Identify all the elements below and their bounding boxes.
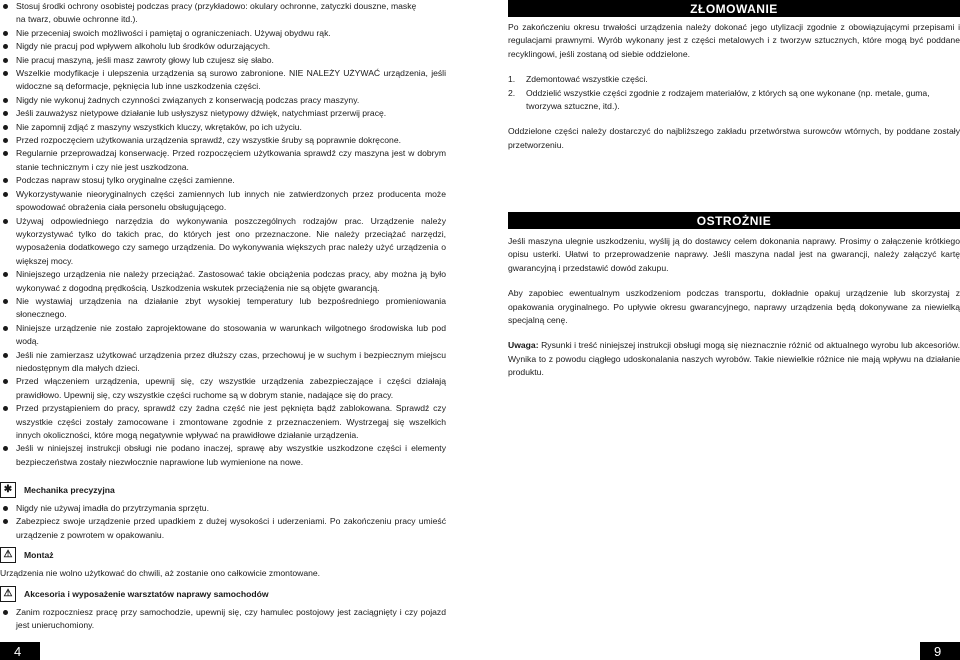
section-car-workshop — [0, 586, 446, 633]
zlomowanie-section — [508, 21, 960, 152]
workshop-list — [0, 606, 446, 633]
note-label: Uwaga: — [508, 340, 539, 351]
list-item: 2. Oddzielić wszystkie części zgodnie z rodzajem materiałów, z których są one wykonane (np. metale, guma, tworzywa sztuczne, itd.). — [508, 87, 930, 112]
list-item: Jeśli w niniejszej instrukcji obsługi nie podano inaczej, sprawę aby wszystkie uszkodzone części i elementy bezpieczeństwa zostały niezwłocznie naprawione lub wymienione na nowe. — [0, 442, 446, 469]
list-item: Nigdy nie pracuj pod wpływem alkoholu lub środków odurzających. — [0, 40, 446, 53]
ostroznie-p1: Jeśli maszyna ulegnie uszkodzeniu, wyślij ją do dostawcy celem dokonania naprawy. Prosimy o załączenie krótkiego opisu usterki. Ułatwi to przeprowadzenie naprawy. Jeśli maszyna nadal jest na gwarancji, należy załączyć kartę gwarancyjną i przedstawić dowód zakupu. — [508, 236, 960, 273]
section-text: Urządzenia nie wolno użytkować do chwili, aż zostanie ono całkowicie zmontowane. — [0, 568, 321, 578]
zlomowanie-intro: Po zakończeniu okresu trwałości urządzenia należy dokonać jego utylizacji zgodnie z obowiązującymi przepisami i regulacjami prawnymi. Wyrób wykonany jest z części metalowych i z tworzyw sztucznych, które mogą być poddane recyklingowi, jeśli zostaną od siebie oddzielone. — [508, 22, 960, 59]
list-item: Przed włączeniem urządzenia, upewnij się, czy wszystkie urządzenia zabezpieczające i części działają prawidłowo. Upewnij się, czy wszystkie części ruchome są w dobrym stanie, nadające się do pracy. — [0, 375, 446, 402]
list-item: Nie zapomnij zdjąć z maszyny wszystkich kluczy, wkrętaków, po ich użyciu. — [0, 121, 446, 134]
section-title: Montaż — [24, 550, 54, 560]
list-item: Nie wystawiaj urządzenia na działanie zbyt wysokiej temperatury lub bezpośredniego promieniowania słonecznego. — [0, 295, 446, 322]
list-item: Stosuj środki ochrony osobistej podczas pracy (przykładowo: okulary ochronne, zatyczki dousznе, maskę — [0, 0, 446, 13]
section-heading — [0, 482, 446, 498]
zlomowanie-outro: Oddzielone części należy dostarczyć do najbliższego zakładu przetwórstwa surowców wtórnych, by poddane zostały przetworzeniu. — [508, 126, 960, 150]
list-item: Regularnie przeprowadzaj konserwację. Przed rozpoczęciem użytkowania sprawdź czy maszyna jest w dobrym stanie technicznym i czy nie jest uszkodzona. — [0, 147, 446, 174]
section-assembly — [0, 547, 446, 580]
list-item: Wykorzystywanie nieoryginalnych części zamiennych lub innych nie zatwierdzonych przez producenta może spowodować obrażenia ciała personelu obsługującego. — [0, 188, 446, 215]
list-item: Niniejszego urządzenia nie należy przeciążać. Zastosować takie obciążenia podczas pracy, aby można ją było wykonywać z dogodną prędkością. Uszkodzenia wskutek przeciążenia nie są objęte gwarancją. — [0, 268, 446, 295]
list-item: Jeśli zauważysz nietypowe działanie lub usłyszysz nietypowy dźwięk, natychmiast przerwij pracę. — [0, 107, 446, 120]
list-item: Nigdy nie używaj imadła do przytrzymania sprzętu. — [0, 502, 446, 515]
warning-icon: ⚠ — [0, 586, 16, 602]
list-item: Niniejsze urządzenie nie zostało zaprojektowane do stosowania w warunkach wilgotnego środowiska lub pod wodą. — [0, 322, 446, 349]
page-number-left: 4 — [0, 642, 40, 660]
note-text: Rysunki i treść niniejszej instrukcji obsługi mogą się nieznacznie różnić od aktualnego wyrobu lub akcesoriów. Wynika to z powodu ciągłego udoskonalania naszych wyrobów. Takie niewielkie różnice nie mają wpływu na działanie produktu. — [508, 340, 960, 378]
section-title: Mechanika precyzyjna — [24, 485, 115, 495]
list-item: Nie przeceniaj swoich możliwości i pamiętaj o ograniczeniach. Używaj obydwu rąk. — [0, 27, 446, 40]
ostroznie-section — [508, 212, 960, 380]
list-item: Wszelkie modyfikacje i ulepszenia urządzenia są surowo zabronione. NIE NALEŻY UŻYWAĆ urządzenia, jeśli widoczne są deformacje, pęknięcia lub inne uszkodzenia części. — [0, 67, 446, 94]
section-heading — [0, 586, 446, 602]
page-number-right: 9 — [920, 642, 960, 660]
safety-bullet-list — [0, 0, 446, 469]
asterisk-icon: ✱ — [0, 482, 16, 498]
warning-icon: ⚠ — [0, 547, 16, 563]
precision-list — [0, 502, 446, 542]
ostroznie-p2: Aby zapobiec ewentualnym uszkodzeniom podczas transportu, dokładnie opakuj urządzenie lub skorzystaj z opakowania oryginalnego. Po upływie okresu gwarancyjnego, naprawy urządzenia będą dokonywane za niewielką specjalną cenę. — [508, 288, 960, 326]
ostroznie-note — [508, 339, 960, 379]
list-item: Przed rozpoczęciem użytkowania urządzenia sprawdź, czy wszystkie śruby są poprawnie dokręcone. — [0, 134, 446, 147]
section-title: Akcesoria i wyposażenie warsztatów naprawy samochodów — [24, 589, 269, 599]
right-column — [508, 0, 960, 378]
zlomowanie-banner: ZŁOMOWANIE — [508, 0, 960, 17]
zlomowanie-steps — [508, 73, 960, 113]
list-item: Podczas napraw stosuj tylko oryginalne części zamienne. — [0, 174, 446, 187]
list-item: Używaj odpowiedniego narzędzia do wykonywania poszczególnych rodzajów prac. Urządzenie należy wykorzystywać tylko do takich prac, do których jest ono przeznaczone. Nie należy przeciążać narzędzi, wyposażenia dodatkowego czy samego urządzenia. Do wykonywania większych prac należy użyć urządzenia o większej mocy. — [0, 215, 446, 269]
ostroznie-banner: OSTROŻNIE — [508, 212, 960, 229]
list-item: Nie pracuj maszyną, jeśli masz zawroty głowy lub czujesz się słabo. — [0, 54, 446, 67]
list-item: Zabezpiecz swoje urządzenie przed upadkiem z dużej wysokości i uderzeniami. Po zakończeniu pracy umieść urządzenie z powrotem w opakowaniu. — [0, 515, 446, 542]
list-item: na twarz, obuwie ochronne itd.). — [16, 14, 138, 25]
section-precision-mechanics — [0, 482, 446, 542]
list-item: Przed przystąpieniem do pracy, sprawdź czy żadna część nie jest pęknięta bądź zablokowana. Sprawdź czy wszystkie części zostały zamocowane i zmontowane zgodnie z przeznaczeniem. Wystrzegaj się wszelkich innych okoliczności, które mogą negatywnie wpływać na prawidłowe działanie urządzenia. — [0, 402, 446, 442]
list-item: Nigdy nie wykonuj żadnych czynności związanych z konserwacją podczas pracy maszyny. — [0, 94, 446, 107]
list-item: Jeśli nie zamierzasz użytkować urządzenia przez dłuższy czas, przechowuj je w suchym i bezpiecznym miejscu niedostępnym dla małych dzieci. — [0, 349, 446, 376]
list-item: Zanim rozpoczniesz pracę przy samochodzie, upewnij się, czy hamulec postojowy jest zaciągnięty i czy pojazd jest unieruchomiony. — [0, 606, 446, 633]
section-heading — [0, 547, 446, 563]
list-item: 1. Zdemontować wszystkie części. — [508, 74, 648, 85]
